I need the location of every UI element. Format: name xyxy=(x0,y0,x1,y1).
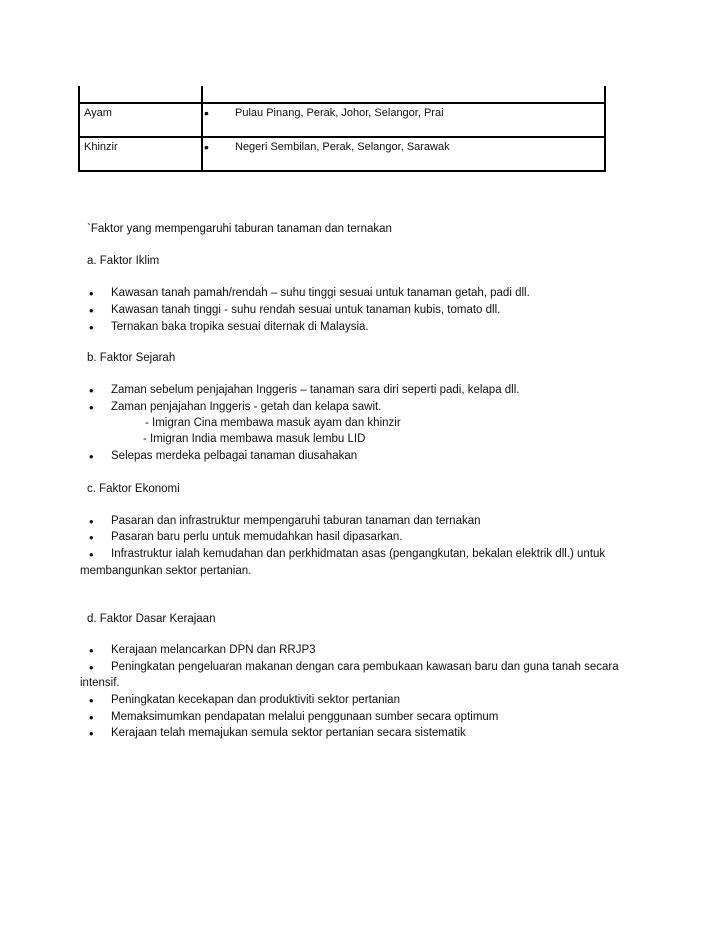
list-item: Memaksimumkan pendapatan melalui penggunaan sumber secara optimum xyxy=(111,711,499,723)
bullet: • xyxy=(89,660,94,675)
list-item: Infrastruktur ialah kemudahan dan perkhidmatan asas (pengangkutan, bekalan elektrik dll.) untuk xyxy=(111,548,606,560)
table-border-left xyxy=(78,86,80,172)
list-item-continuation: membangunkan sektor pertanian. xyxy=(80,565,252,577)
bullet: • xyxy=(89,643,94,658)
list-item: Pasaran baru perlu untuk memudahkan hasil dipasarkan. xyxy=(111,531,403,543)
section-heading: d. Faktor Dasar Kerajaan xyxy=(87,613,216,625)
bullet: • xyxy=(89,710,94,725)
list-item: Kawasan tanah pamah/rendah – suhu tinggi sesuai untuk tanaman getah, padi dll. xyxy=(111,287,530,299)
list-item-continuation: intensif. xyxy=(80,677,120,689)
table-row-divider xyxy=(78,102,606,104)
table-border-right xyxy=(604,86,606,172)
list-item: Pasaran dan infrastruktur mempengaruhi taburan tanaman dan ternakan xyxy=(111,515,481,527)
list-item: Zaman sebelum penjajahan Inggeris – tanaman sara diri seperti padi, kelapa dll. xyxy=(111,384,520,396)
bullet: • xyxy=(89,693,94,708)
sub-item: - Imigran India membawa masuk lembu LID xyxy=(143,433,366,445)
intro-text: `Faktor yang mempengaruhi taburan tanaman dan ternakan xyxy=(87,223,392,235)
list-item: Kawasan tanah tinggi - suhu rendah sesuai untuk tanaman kubis, tomato dll. xyxy=(111,304,501,316)
bullet: • xyxy=(89,726,94,741)
table-bullet: • xyxy=(204,139,209,155)
list-item: Kerajaan telah memajukan semula sektor pertanian secara sistematik xyxy=(111,727,466,739)
table-bullet: • xyxy=(204,105,209,121)
table-cell-animal: Ayam xyxy=(84,107,112,119)
list-item: Selepas merdeka pelbagai tanaman diusahakan xyxy=(111,450,358,462)
table-border-middle xyxy=(201,86,203,172)
table-cell-places: Negeri Sembilan, Perak, Selangor, Sarawak xyxy=(235,141,450,153)
bullet: • xyxy=(89,514,94,529)
table-cell-animal: Khinzir xyxy=(84,141,118,153)
table-row-divider xyxy=(78,136,606,138)
list-item: Ternakan baka tropika sesuai diternak di Malaysia. xyxy=(111,321,369,333)
bullet: • xyxy=(89,449,94,464)
bullet: • xyxy=(89,286,94,301)
bullet: • xyxy=(89,400,94,415)
section-heading: b. Faktor Sejarah xyxy=(87,352,176,364)
sub-item: - Imigran Cina membawa masuk ayam dan khinzir xyxy=(145,417,401,429)
bullet: • xyxy=(89,383,94,398)
bullet: • xyxy=(89,530,94,545)
livestock-table xyxy=(78,86,606,172)
section-heading: a. Faktor Iklim xyxy=(87,255,160,267)
list-item: Zaman penjajahan Inggeris - getah dan kelapa sawit. xyxy=(111,401,382,413)
list-item: Peningkatan kecekapan dan produktiviti sektor pertanian xyxy=(111,694,400,706)
list-item: Kerajaan melancarkan DPN dan RRJP3 xyxy=(111,644,316,656)
table-border-bottom xyxy=(78,170,606,172)
table-cell-places: Pulau Pinang, Perak, Johor, Selangor, Prai xyxy=(235,107,444,119)
list-item: Peningkatan pengeluaran makanan dengan cara pembukaan kawasan baru dan guna tanah secara xyxy=(111,661,619,673)
bullet: • xyxy=(89,547,94,562)
bullet: • xyxy=(89,320,94,335)
section-heading: c. Faktor Ekonomi xyxy=(87,483,180,495)
bullet: • xyxy=(89,303,94,318)
